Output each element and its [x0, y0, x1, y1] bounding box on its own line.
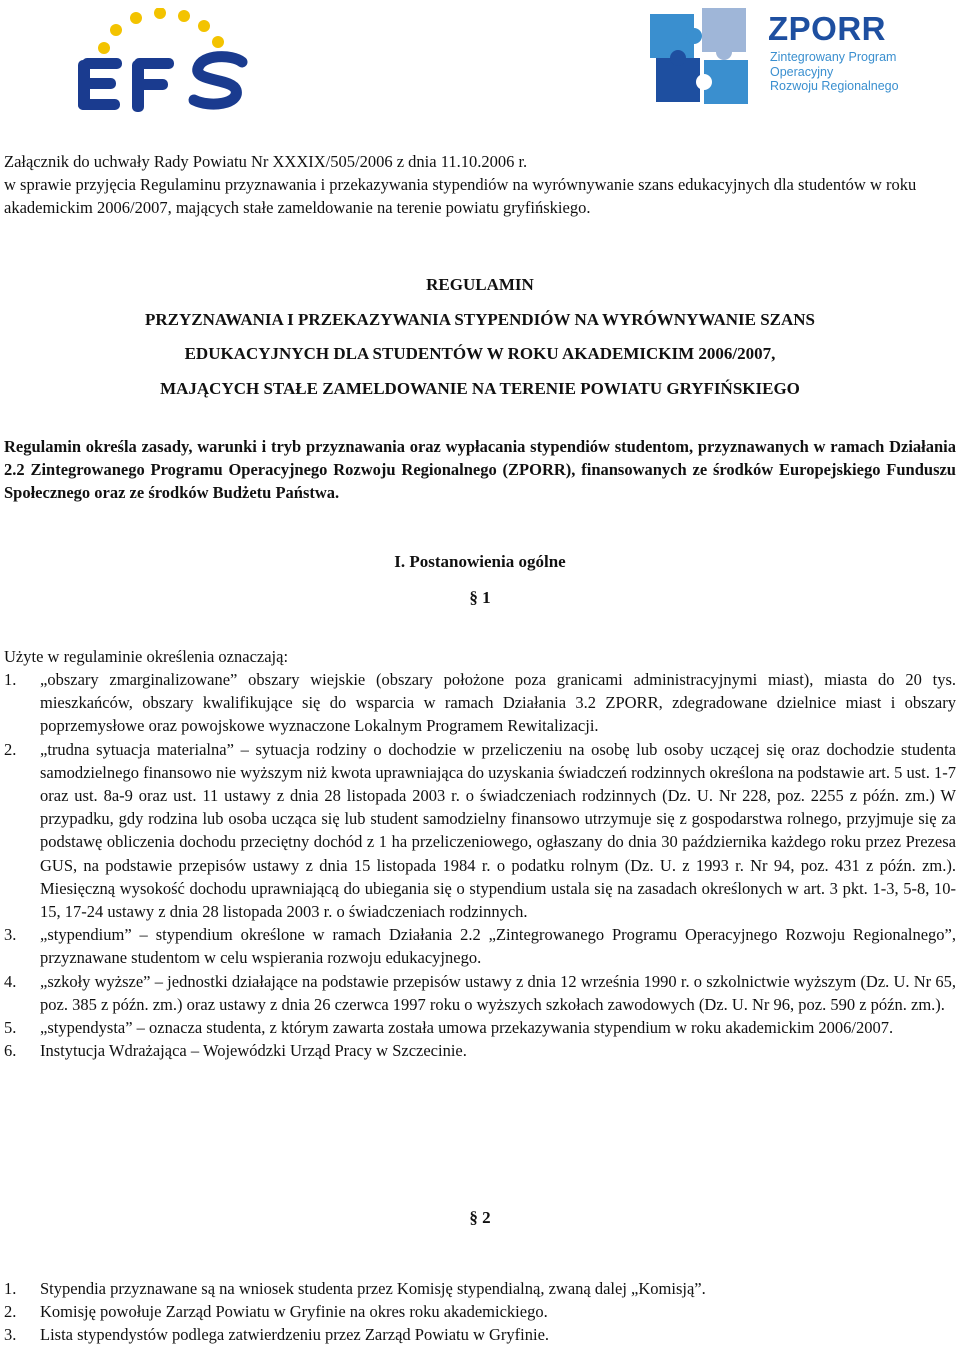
definitions-intro: Użyte w regulaminie określenia oznaczają: [4, 647, 289, 666]
item-number: 2. [4, 1302, 17, 1322]
item-number: 3. [4, 925, 17, 945]
paragraph-number: § 2 [469, 1208, 491, 1227]
definitions-list [4, 668, 956, 1062]
item-text: „obszary zmarginalizowane” obszary wiejskie (obszary położone poza granicami administracyjnymi miast), miasta do 20 tys. mieszkańców, obszary kwalifikujące się do wsparcia w ramach Działania 3.2 ZPORR, zdegradowane dzielnice miast i obszary poprzemysłowe oraz powojskowe wyznaczone Lokalnym Programem Rewitalizacji. [40, 670, 956, 736]
item-number: 2. [4, 739, 17, 759]
list-item [4, 738, 956, 924]
list-item [4, 970, 956, 1016]
item-number: 3. [4, 1325, 17, 1345]
title-line: PRZYZNAWANIA I PRZEKAZYWANIA STYPENDIÓW NA WYRÓWNYWANIE SZANS [144, 309, 816, 329]
item-text: Komisję powołuje Zarząd Powiatu w Gryfinie na okres roku akademickiego. [40, 1302, 548, 1322]
section-heading: I. Postanowienia ogólne [394, 552, 566, 571]
list-item [4, 1277, 956, 1300]
efs-logo [72, 8, 262, 120]
item-number: 6. [4, 1041, 17, 1061]
zporr-subtitle-line: Rozwoju Regionalnego [770, 79, 899, 93]
item-text: Lista stypendystów podlega zatwierdzeniu przez Zarząd Powiatu w Gryfinie. [40, 1325, 550, 1345]
document-title [0, 268, 960, 406]
item-number: 4. [4, 971, 17, 991]
list-item [4, 668, 956, 738]
title-line: REGULAMIN [426, 275, 534, 294]
header-logos [0, 0, 960, 120]
item-number: 1. [4, 670, 17, 689]
list-item [4, 1016, 956, 1039]
item-text: „szkoły wyższe” – jednostki działające na podstawie przepisów ustawy z dnia 12 września 1990 r. o szkolnictwie wyższym (Dz. U. Nr 65, poz. 385 z późn. zm.) oraz ustawy z dnia 26 czerwca 1997 roku o wyższych szkołach zawodowych (Dz. U. Nr 96, poz. 590 z późn. zm.). [40, 971, 956, 1014]
zporr-subtitle-line: Zintegrowany Program [770, 50, 897, 64]
puzzle-icon [648, 6, 760, 106]
zporr-title: ZPORR [768, 10, 886, 47]
lead-paragraph: Regulamin określa zasady, warunki i tryb przyznawania oraz wypłacania stypendiów studentom, przyznawanych w ramach Działania 2.2 Zintegrowanego Programu Operacyjnego Rozwoju Regionalnego (ZPORR), finansowanych ze środków Europejskiego Funduszu Społecznego oraz ze środków Budżetu Państwa. [4, 437, 956, 502]
item-number: 1. [4, 1279, 17, 1298]
item-text: „stypendium” – stypendium określone w ramach Działania 2.2 „Zintegrowanego Programu Operacyjnego Rozwoju Regionalnego”, przyznawane studentom w celu wspierania rozwoju edukacyjnego. [40, 925, 956, 968]
item-text: „trudna sytuacja materialna” – sytuacja rodziny o dochodzie w przeliczeniu na osobę lub osoby uczącej się oraz dochodzie studenta samodzielnego finansowo nie wyższym niż kwota uprawniająca do uzyskania świadczeń rodzinnych określona na podstawie art. 5 ust. 1-7 oraz ust. 8a-9 oraz ust. 11 ustawy z dnia 28 listopada 2003 r. o świadczeniach rodzinnych (Dz. U. Nr 228, poz. 2255 z późn. zm.) W przypadku, gdy rodzina lub osoba ucząca się lub student samodzielny finansowo utrzymuje się z gospodarstwa rolnego, przyjmuje się za podstawę obliczenia dochodu przeciętny dochód z 1 ha przeliczeniowego, ogłaszany do dnia 30 października każdego roku przez Prezesa GUS, na podstawie przepisów ustawy z dnia 15 listopada 1984 r. o podatku rolnym (Dz. U. z 1993 r. Nr 94, poz. 431 z późn. zm.). Miesięczną wysokość dochodu uprawniającą do ubiegania się o stypendium ustala się na zasadach określonych w art. 3 pkt. 1-3, 5-8, 10-15, 17-24 ustawy z dnia 28 listopada 2003 r. o świadczeniach rodzinnych. [40, 739, 956, 922]
annex-reference: Załącznik do uchwały Rady Powiatu Nr XXXIX/505/2006 z dnia 11.10.2006 r. [4, 152, 528, 171]
list-item [4, 923, 956, 969]
document-intro [4, 150, 956, 219]
item-text: Stypendia przyznawane są na wniosek studenta przez Komisję stypendialną, zwaną dalej „Komisją”. [40, 1279, 706, 1298]
list-item [4, 1039, 956, 1062]
annex-subject: w sprawie przyjęcia Regulaminu przyznawania i przekazywania stypendiów na wyrównywanie szans edukacyjnych dla studentów w roku akademickim 2006/2007, mających stałe zameldowanie na terenie powiatu gryfińskiego. [4, 175, 917, 217]
paragraph-number: § 1 [469, 588, 491, 607]
item-text: „stypendysta” – oznacza studenta, z którym zawarta została umowa przekazywania stypendium w roku akademickim 2006/2007. [40, 1018, 894, 1038]
zporr-subtitle [770, 50, 899, 94]
list-item [4, 1323, 956, 1346]
item-text: Instytucja Wdrażająca – Wojewódzki Urząd Pracy w Szczecinie. [40, 1041, 467, 1061]
title-line: MAJĄCYCH STAŁE ZAMELDOWANIE NA TERENIE POWIATU GRYFIŃSKIEGO [160, 378, 800, 398]
item-number: 5. [4, 1018, 17, 1038]
zporr-logo [648, 6, 908, 106]
zporr-subtitle-line: Operacyjny [770, 64, 834, 79]
title-line: EDUKACYJNYCH DLA STUDENTÓW W ROKU AKADEMICKIM 2006/2007, [184, 344, 776, 363]
list-item [4, 1300, 956, 1323]
rules-list [4, 1277, 956, 1347]
